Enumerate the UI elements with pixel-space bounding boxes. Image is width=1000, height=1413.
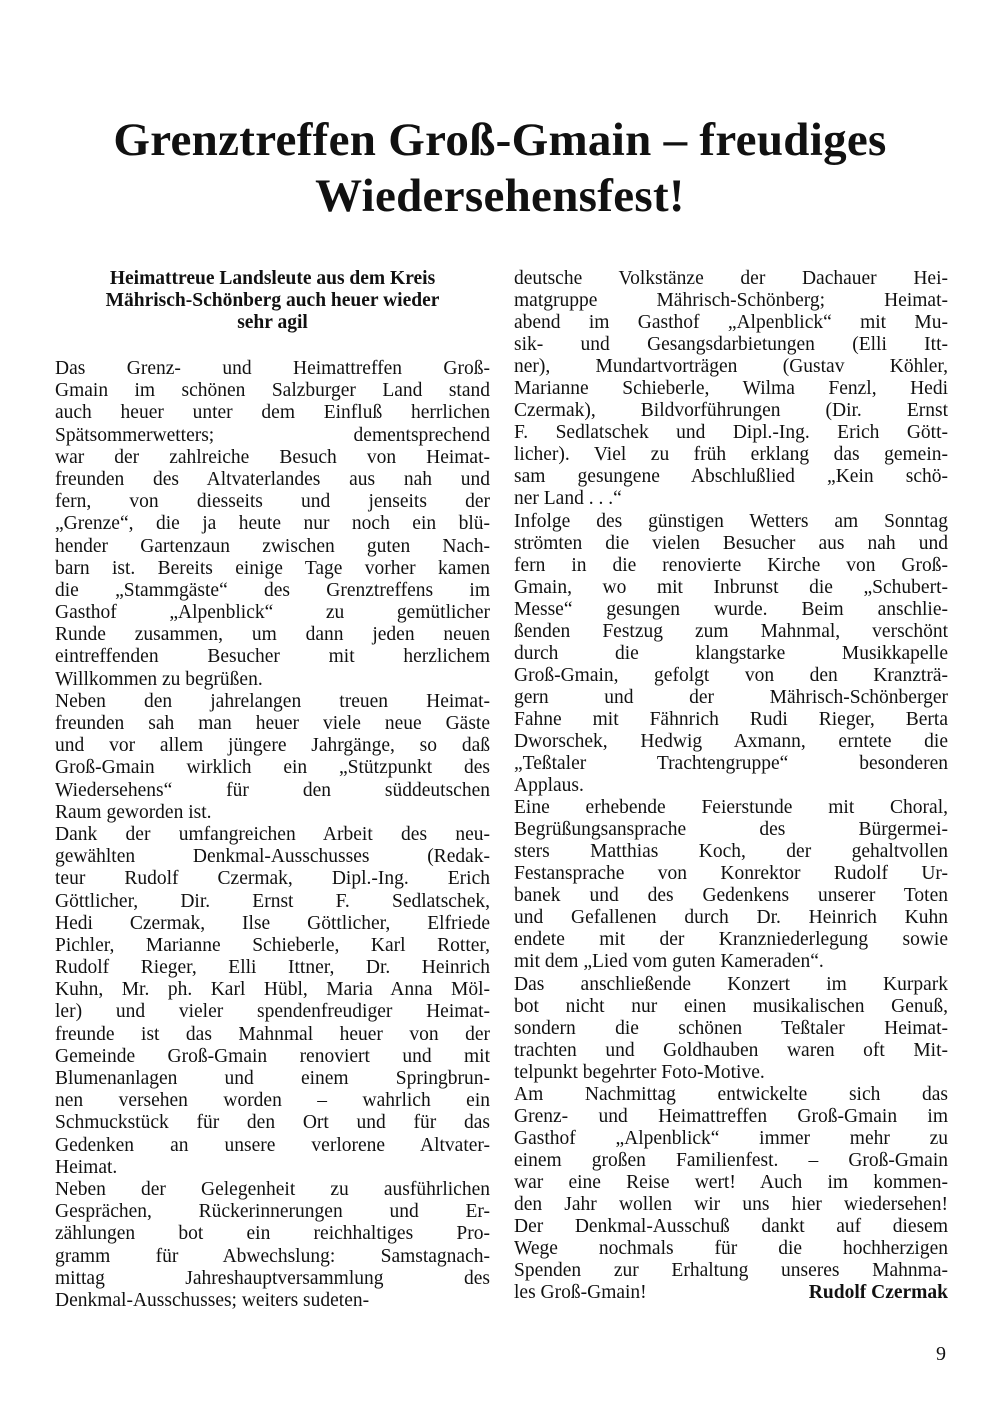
page-number: 9: [936, 1343, 946, 1365]
text-line: und Gefallenen durch Dr. Heinrich Kuhn: [514, 907, 948, 929]
text-line: sam gesungene Abschlußlied „Kein schö-: [514, 466, 948, 488]
text-line: ler) und vieler spendenfreudiger Heimat-: [55, 1001, 490, 1023]
text-line: Gedenken an unsere verlorene Altvater-: [55, 1134, 490, 1156]
text-line: Schmuckstück für den Ort und für das: [55, 1112, 490, 1134]
text-line: mittag Jahreshauptversammlung des: [55, 1267, 490, 1289]
text-line: nen versehen worden – wahrlich ein: [55, 1090, 490, 1112]
text-line: den Jahr wollen wir uns hier wiedersehen!: [514, 1193, 948, 1215]
text-line: auch heuer unter dem Einfluß herrlichen: [55, 402, 490, 424]
text-line: Gemeinde Groß-Gmain renoviert und mit: [55, 1045, 490, 1067]
text-line: gern und der Mährisch-Schönberger: [514, 686, 948, 708]
text-line: fern, von diesseits und jenseits der: [55, 491, 490, 513]
text-line: eintreffenden Besucher mit herzlichem: [55, 646, 490, 668]
text-line: Hedi Czermak, Ilse Göttlicher, Elfriede: [55, 912, 490, 934]
text-line: und vor allem jüngere Jahrgänge, so daß: [55, 735, 490, 757]
text-line: Festansprache von Konrektor Rudolf Ur-: [514, 863, 948, 885]
text-line: bot nicht nur einen musikalischen Genuß,: [514, 995, 948, 1017]
text-line: die „Stammgäste“ des Grenztreffens im: [55, 579, 490, 601]
text-line: „Teßtaler Trachtengruppe“ besonderen: [514, 753, 948, 775]
text-line: Das Grenz- und Heimattreffen Groß-: [55, 358, 490, 379]
right-column: [514, 268, 948, 1304]
text-line: Am Nachmittag entwickelte sich das: [514, 1083, 948, 1105]
text-line: Pichler, Marianne Schieberle, Karl Rotter,: [55, 934, 490, 956]
text-line: Denkmal-Ausschusses; weiters sudeten-: [55, 1289, 370, 1311]
text-line: Grenz- und Heimattreffen Groß-Gmain im: [514, 1105, 948, 1127]
article-subheading: [55, 268, 490, 335]
text-line: Begrüßungsansprache des Bürgermei-: [514, 819, 948, 841]
text-line: freunden sah man heuer viele neue Gäste: [55, 713, 490, 734]
text-line: Infolge des günstigen Wetters am Sonntag: [514, 510, 948, 532]
title-line: Grenztreffen Groß-Gmain – freudiges: [113, 114, 887, 166]
text-line: Wege nochmals für die hochherzigen: [514, 1238, 948, 1260]
text-line: banek und des Gedenkens unserer Toten: [514, 885, 948, 907]
text-line: Groß-Gmain wirklich ein „Stützpunkt des: [55, 757, 490, 779]
text-line: Czermak), Bildvorführungen (Dir. Ernst: [514, 400, 948, 422]
text-line: F. Sedlatschek und Dipl.-Ing. Erich Gött-: [514, 422, 948, 444]
text-line: abend im Gasthof „Alpenblick“ mit Mu-: [514, 312, 948, 334]
text-line: Applaus.: [514, 775, 584, 797]
text-line: hender Gartenzaun zwischen guten Nach-: [55, 535, 490, 557]
text-line: freunde ist das Mahnmal heuer von der: [55, 1023, 490, 1045]
text-line: Messe“ gesungen wurde. Beim anschlie-: [514, 598, 948, 620]
text-line: fern in die renovierte Kirche von Groß-: [514, 554, 948, 576]
text-line: Kuhn, Mr. ph. Karl Hübl, Maria Anna Möl-: [55, 979, 490, 1001]
text-line: gewählten Denkmal-Ausschusses (Redak-: [55, 846, 490, 868]
text-line: war der zahlreiche Besuch von Heimat-: [55, 446, 490, 468]
text-line: Willkommen zu begrüßen.: [55, 668, 263, 690]
text-line: Gasthof „Alpenblick“ zu gemütlicher: [55, 602, 490, 624]
text-line: Raum geworden ist.: [55, 801, 212, 823]
text-line: Rudolf Rieger, Elli Ittner, Dr. Heinrich: [55, 957, 490, 979]
text-line: war eine Reise wert! Auch im kommen-: [514, 1171, 948, 1193]
text-line: Gesprächen, Rückerinnerungen und Er-: [55, 1201, 490, 1223]
article-title: [0, 112, 1000, 224]
text-line: zählungen bot ein reichhaltiges Pro-: [55, 1223, 490, 1245]
left-column: [55, 358, 490, 1312]
text-line: licher). Viel zu früh erklang das gemein-: [514, 444, 948, 466]
text-line: trachten und Goldhauben waren oft Mit-: [514, 1039, 948, 1061]
text-line: ner Land . . .“: [514, 488, 622, 510]
author-signature: Rudolf Czermak: [808, 1282, 948, 1304]
subheading-line: Heimattreue Landsleute aus dem Kreis: [109, 268, 436, 289]
text-line: matgruppe Mährisch-Schönberg; Heimat-: [514, 290, 948, 312]
title-line: Wiedersehensfest!: [315, 170, 685, 222]
text-line: sik- und Gesangsdarbietungen (Elli Itt-: [514, 334, 948, 356]
text-line: Eine erhebende Feierstunde mit Choral,: [514, 797, 948, 819]
text-line: ner), Mundartvorträgen (Gustav Köhler,: [514, 356, 948, 378]
text-line: einem großen Familienfest. – Groß-Gmain: [514, 1149, 948, 1171]
text-line: Gmain im schönen Salzburger Land stand: [55, 380, 490, 402]
text-line: deutsche Volkstänze der Dachauer Hei-: [514, 268, 948, 289]
text-line: Heimat.: [55, 1156, 118, 1178]
subheading-line: sehr agil: [237, 312, 308, 334]
text-line: Dworschek, Hedwig Axmann, erntete die: [514, 730, 948, 752]
text-line: Das anschließende Konzert im Kurpark: [514, 973, 948, 995]
subheading-line: Mährisch-Schönberg auch heuer wieder: [105, 290, 440, 312]
text-line: Blumenanlagen und einem Springbrun-: [55, 1068, 490, 1089]
text-line: Neben den jahrelangen treuen Heimat-: [55, 690, 490, 712]
text-line: Gmain, wo mit Inbrunst die „Schubert-: [514, 576, 948, 598]
text-line: endete mit der Kranzniederlegung sowie: [514, 929, 948, 951]
text-line: Marianne Schieberle, Wilma Fenzl, Hedi: [514, 378, 948, 400]
text-line: strömten die vielen Besucher aus nah und: [514, 532, 948, 554]
text-line: telpunkt begehrter Foto-Motive.: [514, 1061, 765, 1083]
text-line: Spenden zur Erhaltung unseres Mahnma-: [514, 1260, 948, 1282]
text-line: Neben der Gelegenheit zu ausführlichen: [55, 1178, 490, 1200]
text-line: sondern die schönen Teßtaler Heimat-: [514, 1017, 948, 1039]
text-line: barn ist. Bereits einige Tage vorher kamen: [55, 557, 490, 579]
text-line: sters Matthias Koch, der gehaltvollen: [514, 841, 948, 863]
text-line: ßenden Festzug zum Mahnmal, verschönt: [514, 620, 948, 642]
text-line: Fahne mit Fähnrich Rudi Rieger, Berta: [514, 708, 948, 730]
text-line: gramm für Abwechslung: Samstagnach-: [55, 1245, 490, 1267]
text-line: Göttlicher, Dir. Ernst F. Sedlatschek,: [55, 890, 490, 912]
text-line: Groß-Gmain, gefolgt von den Kranzträ-: [514, 664, 948, 686]
text-line: „Grenze“, die ja heute nur noch ein blü-: [55, 513, 490, 535]
text-line: mit dem „Lied vom guten Kameraden“.: [514, 951, 824, 973]
text-line: Runde zusammen, um dann jeden neuen: [55, 624, 490, 646]
text-line: Der Denkmal-Ausschuß dankt auf diesem: [514, 1216, 948, 1238]
text-line: Dank der umfangreichen Arbeit des neu-: [55, 823, 490, 845]
text-line: Gasthof „Alpenblick“ immer mehr zu: [514, 1127, 948, 1149]
text-line: [514, 1282, 948, 1304]
text-line: freunden des Altvaterlandes aus nah und: [55, 468, 490, 490]
text-line: Spätsommerwetters; dementsprechend: [55, 424, 490, 446]
text-line: durch die klangstarke Musikkapelle: [514, 642, 948, 664]
text-line-content: les Groß-Gmain!: [514, 1282, 647, 1304]
text-line: teur Rudolf Czermak, Dipl.-Ing. Erich: [55, 868, 490, 890]
text-line: Wiedersehens“ für den süddeutschen: [55, 779, 490, 801]
